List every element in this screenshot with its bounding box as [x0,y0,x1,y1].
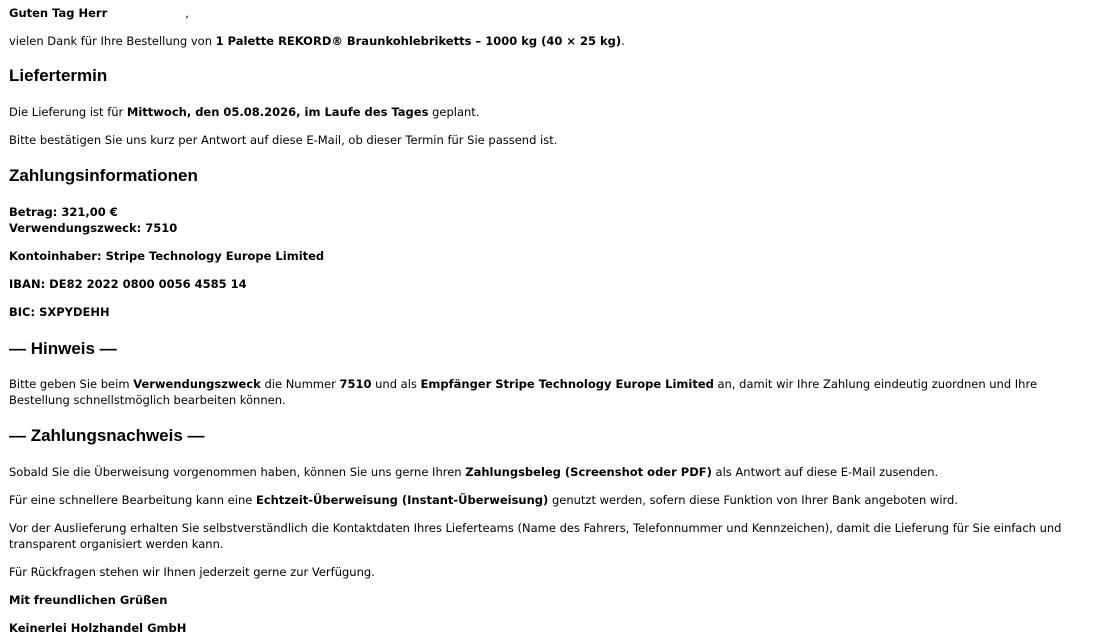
bic [9,304,1093,320]
delivery-heading: Liefertermin [9,66,108,85]
reference-value: Verwendungszweck: 7510 [9,221,178,235]
payment-amount [9,204,1093,220]
proof-p1-start: Sobald Sie die Überweisung vorgenommen haben, können Sie uns gerne Ihren [9,465,466,479]
payment-reference [9,220,1093,236]
notice-t3: und als [371,377,421,391]
regards [9,592,1093,608]
proof-paragraph-4: Für Rückfragen stehen wir Ihnen jederzeit gerne zur Verfügung. [9,565,375,579]
account-holder [9,248,1093,264]
proof-paragraph-3: Vor der Auslieferung erhalten Sie selbstverständlich die Kontaktdaten Ihres Lieferteams (Name des Fahrers, Telefonnummer und Kennzeichen), damit die Lieferung für Sie einfach und transparent organisiert werden kann. [9,521,1062,551]
bic-value: BIC: SXPYDEHH [9,305,110,319]
iban [9,276,1093,292]
proof-paragraph-2 [9,492,1093,508]
greeting-line [9,5,1093,21]
delivery-date: Mittwoch, den 05.08.2026, im Laufe des Tages [126,105,429,119]
notice-heading: — Hinweis — [9,339,117,358]
proof-p2-start: Für eine schnellere Bearbeitung kann eine [9,493,256,507]
delivery-confirm-line: Bitte bestätigen Sie uns kurz per Antwort auf diese E-Mail, ob dieser Termin für Sie passend ist. [9,133,558,147]
proof-p2-bold: Echtzeit-Überweisung (Instant-Überweisung) [255,493,549,507]
product-name: 1 Palette REKORD® Braunkohlebriketts – 1000 kg (40 × 25 kg) [215,34,622,48]
notice-t4: an, damit wir Ihre Zahlung eindeutig zuordnen und Ihre Bestellung schnellstmöglich bearbeiten können. [9,377,1038,407]
notice-b2: 7510 [339,377,372,391]
intro-text: vielen Dank für Ihre Bestellung von [9,34,216,48]
company-text: Keinerlei Holzhandel GmbH [9,621,187,635]
intro-end: . [621,34,625,48]
proof-paragraph-1 [9,464,1093,480]
proof-p1-bold: Zahlungsbeleg (Screenshot oder PDF) [465,465,712,479]
intro-paragraph [9,33,1093,49]
proof-p2-end: genutzt werden, sofern diese Funktion von Ihrer Bank angeboten wird. [548,493,959,507]
notice-t1: Bitte geben Sie beim [9,377,134,391]
proof-p1-end: als Antwort auf diese E-Mail zusenden. [711,465,939,479]
iban-value: IBAN: DE82 2022 0800 0056 4585 14 [9,277,247,291]
proof-heading: — Zahlungsnachweis — [9,426,205,445]
company-name [9,620,1093,636]
salutation: Guten Tag Herr [9,6,108,20]
delivery-date-line [9,104,1093,120]
greeting-comma: , [185,6,189,20]
notice-b1: Verwendungszweck [133,377,261,391]
regards-text: Mit freundlichen Grüßen [9,593,168,607]
holder-value: Kontoinhaber: Stripe Technology Europe Limited [9,249,325,263]
delivery-text-start: Die Lieferung ist für [9,105,127,119]
amount-value: Betrag: 321,00 € [9,205,118,219]
notice-b3: Empfänger Stripe Technology Europe Limited [420,377,714,391]
notice-paragraph [9,376,1093,408]
delivery-text-end: geplant. [428,105,480,119]
payment-heading: Zahlungsinformationen [9,166,198,185]
notice-t2: die Nummer [260,377,340,391]
